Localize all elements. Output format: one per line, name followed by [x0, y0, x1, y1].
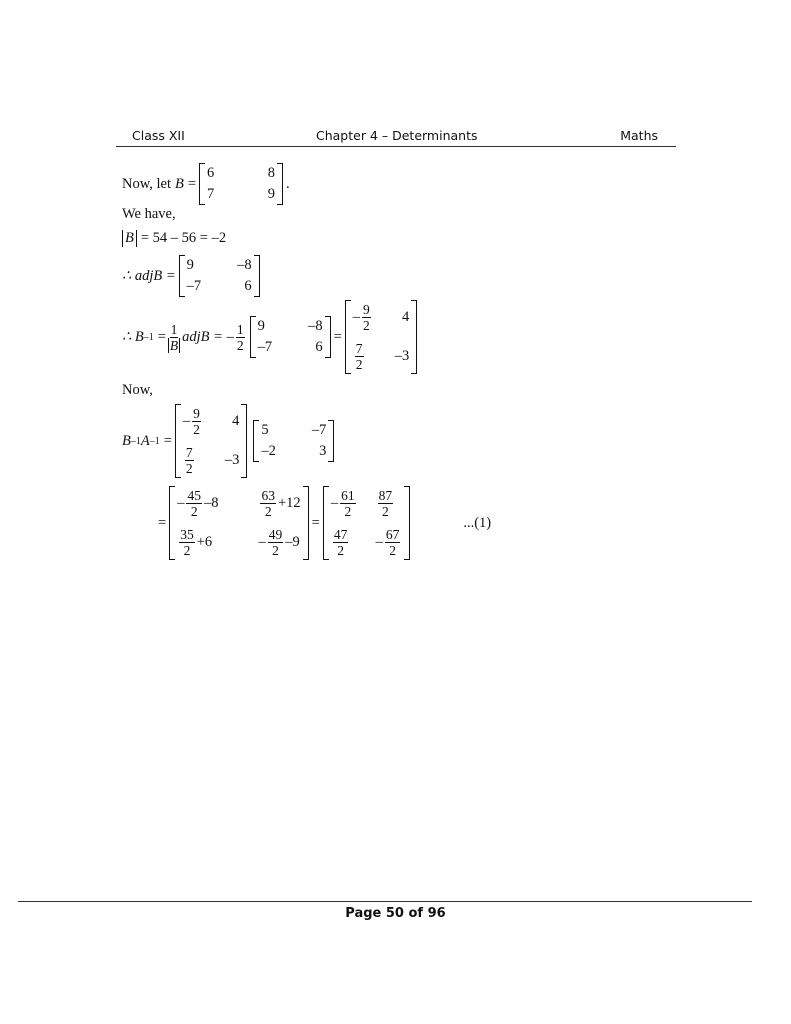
- math-line-product: = – $\frac{45}{2}$ –8 $\frac{63}{2}$ +12 $\frac{35}{2}$ +6 – $\frac{49}{2}$ –9 = – $\frac{61}{2}$ $\frac{87}{2}$ $\frac{47}{2}$ – $\frac{67}{2}$ ...(1): [158, 488, 492, 558]
- equation-label: ...(1): [463, 514, 492, 531]
- matrix-b-inverse-2: – $\frac{9}{2}$ 4 $\frac{7}{2}$ –3: [175, 404, 248, 478]
- math-line-b-inv-a-inv: B –1 A –1 = – $\frac{9}{2}$ 4 $\frac{7}{2}$ –3 5 –7 –2 3: [122, 404, 337, 478]
- matrix-product-result: – $\frac{61}{2}$ $\frac{87}{2}$ $\frac{47}{2}$ – $\frac{67}{2}$: [323, 486, 411, 560]
- text-we-have: We have,: [122, 206, 176, 222]
- matrix-product-expanded: – $\frac{45}{2}$ –8 $\frac{63}{2}$ +12 $\frac{35}{2}$ +6 – $\frac{49}{2}$ –9: [169, 486, 308, 560]
- header-class: Class XII: [132, 128, 185, 143]
- header-subject: Maths: [620, 128, 658, 143]
- math-line-adj-b: ∴ adjB = 9 –8 –7 6: [122, 255, 263, 297]
- matrix-a-inverse: 5 –7 –2 3: [253, 420, 334, 462]
- matrix-adj-b: 9 –8 –7 6: [179, 255, 260, 297]
- footer-divider: [18, 901, 752, 902]
- matrix-b: 6 8 7 9: [199, 163, 283, 205]
- header-chapter: Chapter 4 – Determinants: [316, 128, 478, 143]
- matrix-b-inverse: – $\frac{9}{2}$ 4 $\frac{7}{2}$ –3: [345, 300, 418, 374]
- math-line-det-b: B = 54 – 56 = –2: [122, 230, 226, 247]
- page-number: Page 50 of 96: [345, 906, 446, 921]
- text-now: Now,: [122, 382, 153, 398]
- math-line-let-b: Now, let B = 6 8 7 9 .: [122, 163, 290, 205]
- page-header: [116, 128, 676, 147]
- matrix-adj-b-2: 9 –8 –7 6: [250, 316, 331, 358]
- math-line-b-inverse: ∴ B –1 = $\frac{1}{B}$ adjB = – $\frac{1}{2}$ 9 –8 –7 6 = – $\frac{9}{2}$ 4 $\frac{7}{2}$ –3: [122, 300, 420, 374]
